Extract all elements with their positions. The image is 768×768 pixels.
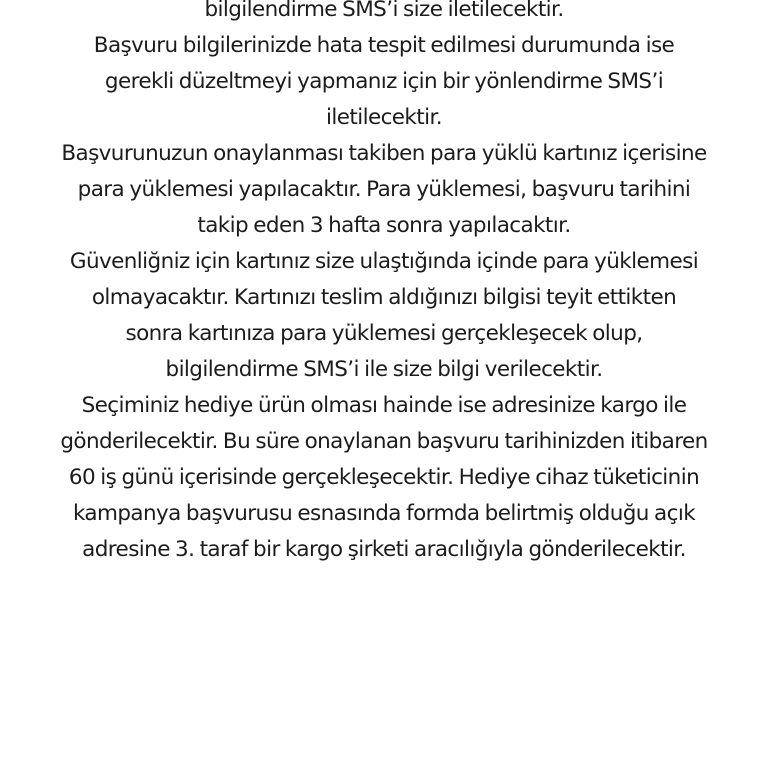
text-line: gerekli düzeltmeyi yapmanız için bir yönlendirme SMS’i: [104, 69, 664, 94]
text-line: adresine 3. taraf bir kargo şirketi aracılığıyla gönderilecektir.: [82, 537, 686, 562]
text-line: Başvuru bilgilerinizde hata tespit edilmesi durumunda ise: [93, 33, 675, 58]
text-line: gönderilecektir. Bu süre onaylanan başvuru tarihinizden itibaren: [60, 429, 708, 454]
text-line: kampanya başvurusu esnasında formda belirtmiş olduğu açık: [72, 501, 696, 526]
text-line: iletilecektir.: [326, 105, 442, 130]
text-line: 60 iş günü içerisinde gerçekleşecektir. Hediye cihaz tüketicinin: [68, 465, 700, 490]
paragraph-gift-shipping: [0, 388, 768, 568]
text-line: takip eden 3 hafta sonra yapılacaktır.: [197, 213, 571, 238]
text-line: Güvenliğniz için kartınız size ulaştığında içinde para yüklemesi: [69, 249, 699, 274]
text-line: bilgilendirme SMS’i ile size bilgi verilecektir.: [165, 357, 603, 382]
text-line: bilgilendirme SMS’i size iletilecektir.: [204, 0, 564, 22]
text-line: para yüklemesi yapılacaktır. Para yüklemesi, başvuru tarihini: [77, 177, 691, 202]
text-line: Seçiminiz hediye ürün olması hainde ise adresinize kargo ile: [81, 393, 687, 418]
paragraph-sms-notice: [0, 0, 768, 28]
paragraph-card-loading: [0, 136, 768, 244]
paragraph-security: [0, 244, 768, 388]
text-line: olmayacaktır. Kartınızı teslim aldığınızı bilgisi teyit ettikten: [91, 285, 677, 310]
paragraph-error-correction: [0, 28, 768, 136]
text-line: Başvurunuzun onaylanması takiben para yüklü kartınız içerisine: [61, 141, 707, 166]
text-line: sonra kartınıza para yüklemesi gerçekleşecek olup,: [125, 321, 643, 346]
